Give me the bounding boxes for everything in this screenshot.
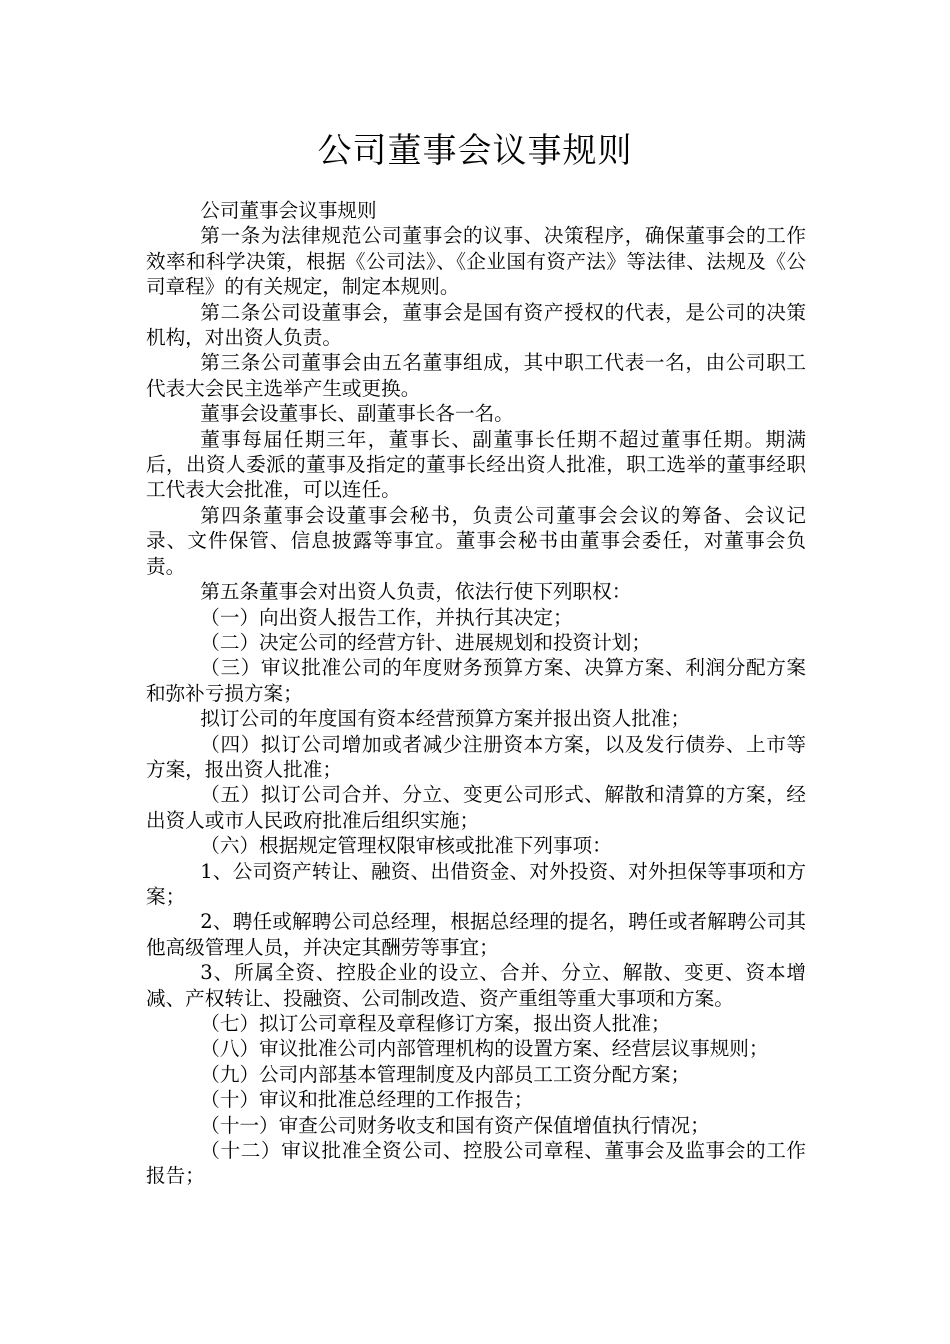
paragraph: （二）决定公司的经营方针、进展规划和投资计划； xyxy=(200,630,651,654)
paragraph: 第二条公司设董事会，董事会是国有资产授权的代表，是公司的决策机构，对出资人负责。 xyxy=(146,300,806,350)
paragraph: （六）根据规定管理权限审核或批准下列事项： xyxy=(200,834,612,858)
paragraph: （三）审议批准公司的年度财务预算方案、决算方案、利润分配方案和弥补亏损方案； xyxy=(146,656,806,705)
paragraph: （九）公司内部基本管理制度及内部员工工资分配方案； xyxy=(200,1062,691,1086)
paragraph: 第三条公司董事会由五名董事组成，其中职工代表一名，由公司职工代表大会民主选举产生或更换。 xyxy=(146,351,806,400)
paragraph: 拟订公司的年度国有资本经营预算方案并报出资人批准； xyxy=(200,707,691,731)
paragraph: （十）审议和批准总经理的工作报告； xyxy=(200,1088,534,1112)
paragraph: 3、所属全资、控股企业的设立、合并、分立、解散、变更、资本增减、产权转让、投融资、公司制改造、资产重组等重大事项和方案。 xyxy=(146,961,806,1010)
paragraph: （十一）审查公司财务收支和国有资产保值增值执行情况； xyxy=(200,1113,710,1137)
paragraph: （一）向出资人报告工作，并执行其决定； xyxy=(200,605,573,629)
paragraph: （七）拟订公司章程及章程修订方案，报出资人批准； xyxy=(200,1012,671,1035)
document-body xyxy=(146,198,806,1189)
paragraph: 2、聘任或解聘公司总经理，根据总经理的提名，聘任或者解聘公司其他高级管理人员，并决定其酬劳等事宜； xyxy=(146,910,806,959)
paragraph: 公司董事会议事规则 xyxy=(200,199,377,222)
paragraph: 董事每届任期三年，董事长、副董事长任期不超过董事任期。期满后，出资人委派的董事及指定的董事长经出资人批准，职工选举的董事经职工代表大会批准，可以连任。 xyxy=(146,427,806,502)
paragraph: 第五条董事会对出资人负责，依法行使下列职权： xyxy=(200,580,632,604)
paragraph: （四）拟订公司增加或者减少注册资本方案，以及发行债券、上市等方案，报出资人批准； xyxy=(146,732,806,781)
paragraph: 1、公司资产转让、融资、出借资金、对外投资、对外担保等事项和方案； xyxy=(146,859,806,908)
paragraph: （十二）审议批准全资公司、控股公司章程、董事会及监事会的工作报告； xyxy=(146,1139,806,1188)
paragraph: （八）审议批准公司内部管理机构的设置方案、经营层议事规则； xyxy=(200,1037,769,1061)
paragraph: （五）拟订公司合并、分立、变更公司形式、解散和清算的方案，经出资人或市人民政府批准后组织实施； xyxy=(146,783,806,832)
paragraph: 董事会设董事长、副董事长各一名。 xyxy=(200,402,514,426)
document-title: 公司董事会议事规则 xyxy=(317,131,633,171)
paragraph: 第一条为法律规范公司董事会的议事、决策程序，确保董事会的工作效率和科学决策，根据《公司法》、《企业国有资产法》等法律、法规及《公司章程》的有关规定，制定本规则。 xyxy=(146,224,806,299)
paragraph: 第四条董事会设董事会秘书，负责公司董事会会议的筹备、会议记录、文件保管、信息披露等事宜。董事会秘书由董事会委任，对董事会负责。 xyxy=(146,503,806,578)
